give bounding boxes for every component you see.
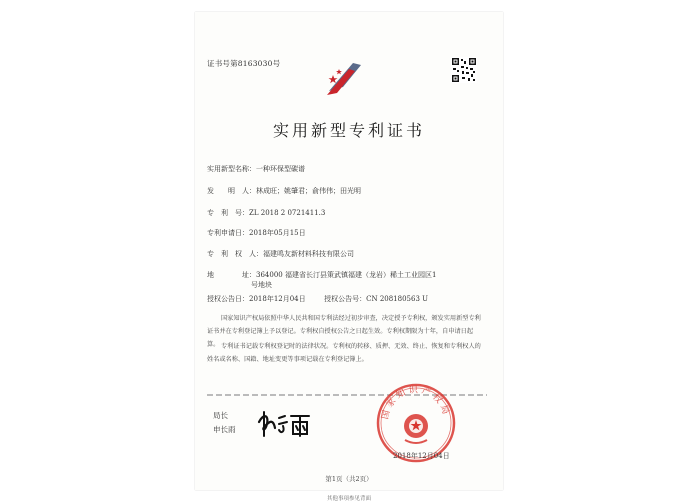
- address-value: 364000 福建省长汀县策武镇福建（龙岩）稀土工业园区1: [256, 271, 437, 279]
- page-number: 第1页（共2页）: [325, 475, 373, 483]
- patent-number-value: ZL 2018 2 0721411.3: [249, 209, 326, 217]
- director-label: 局长: [213, 411, 228, 420]
- seal-text: 国家知识产权局: [380, 385, 452, 421]
- page-title: 实用新型专利证书: [272, 121, 425, 140]
- grant-date-value: 2018年12月04日: [249, 295, 306, 303]
- grant-number-label: 授权公告号：: [324, 295, 367, 303]
- patent-number-row: [207, 208, 325, 218]
- director-name-label: 申长雨: [213, 425, 236, 434]
- issue-date: 2018年12月04日: [393, 452, 450, 460]
- grant-date-label: 授权公告日：: [207, 295, 249, 303]
- filing-date-label: 专利申请日：: [207, 229, 249, 237]
- cnipa-logo-icon: [323, 57, 367, 101]
- patentee-value: 福建鸣友新材料科技有限公司: [263, 250, 354, 258]
- utility-model-name-label: 实用新型名称：: [207, 165, 256, 173]
- certificate-number: 证书号第8163030号: [207, 59, 281, 68]
- back-note: 其他事项参见背面: [326, 496, 371, 502]
- patent-certificate: [195, 12, 503, 502]
- qr-code-icon: [451, 57, 477, 83]
- grant-row: [207, 294, 428, 304]
- address-row: [207, 270, 436, 280]
- utility-model-name-row: [207, 164, 305, 174]
- address-label: 地 址：: [207, 271, 256, 279]
- legal-status-paragraph: 专利证书记载专利权登记时的法律状况。专利权的转移、质押、无效、终止、恢复和专利权人的姓名或名称、国籍、地址变更等事项记载在专利登记簿上。: [207, 343, 481, 363]
- filing-date-row: [207, 228, 306, 238]
- inventor-row: [207, 186, 361, 196]
- patent-number-label: 专 利 号：: [207, 209, 249, 217]
- grant-statement-paragraph: 国家知识产权局依照中华人民共和国专利法经过初步审查，决定授予专利权，颁发实用新型专利证书并在专利登记簿上予以登记。专利权自授权公告之日起生效。专利权期限为十年，自申请日起算。: [207, 315, 481, 348]
- patentee-row: [207, 249, 354, 259]
- address-continued: 号地块: [251, 281, 272, 289]
- utility-model-name-value: 一种环保型碳谱: [256, 165, 305, 173]
- director-signature-icon: [255, 408, 313, 440]
- grant-number-value: CN 208180563 U: [366, 295, 429, 303]
- inventor-label: 发 明 人：: [207, 187, 256, 195]
- filing-date-value: 2018年05月15日: [249, 229, 306, 237]
- inventor-value: 林成旺；姚肇君；俞伟伟；田光明: [256, 187, 361, 195]
- patentee-label: 专 利 权 人：: [207, 250, 263, 258]
